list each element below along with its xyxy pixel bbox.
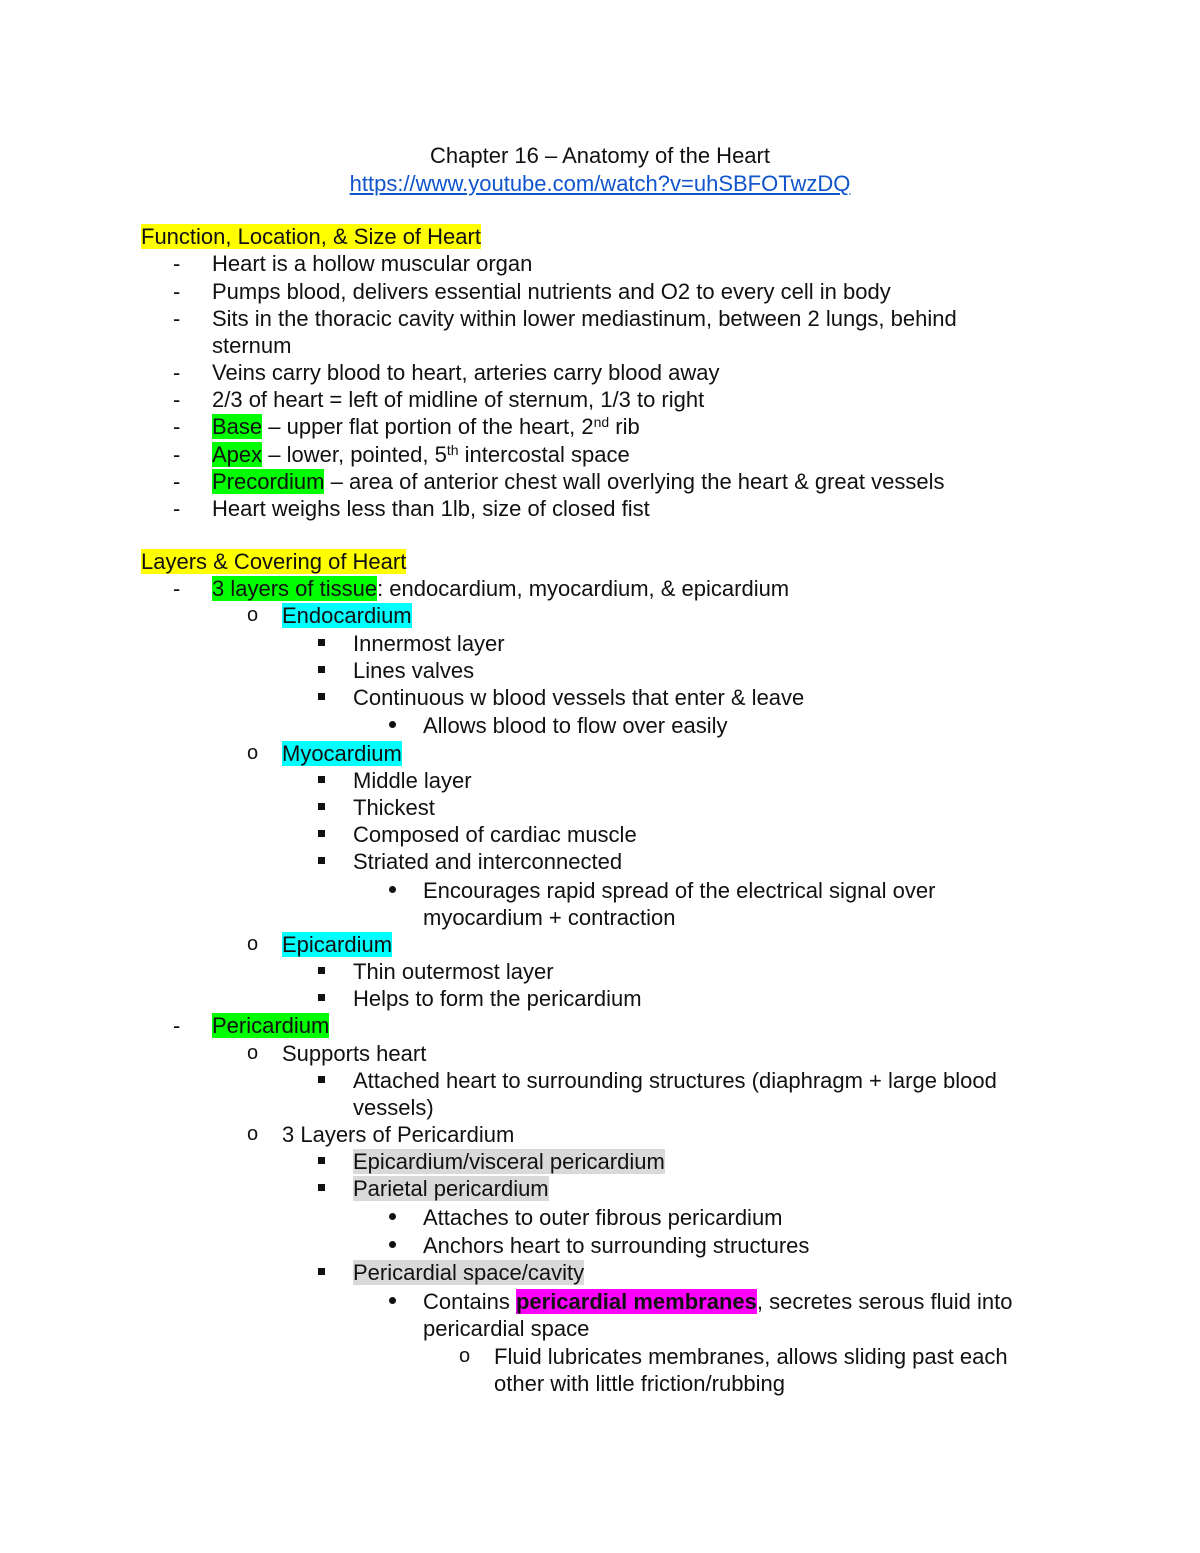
dot-bullet [389, 886, 396, 893]
list-item-continuation: pericardial space [423, 1316, 590, 1341]
term-3-layers: 3 layers of tissue [212, 576, 378, 601]
section-heading-layers: Layers & Covering of Heart [141, 549, 407, 574]
circle-bullet: o [247, 1123, 259, 1145]
term-myocardium: Myocardium [282, 741, 402, 766]
list-item: Fluid lubricates membranes, allows sliding past each [494, 1344, 1008, 1369]
list-item-base: Base – upper flat portion of the heart, 2nd rib [212, 414, 640, 439]
square-bullet [318, 666, 325, 673]
list-item: Anchors heart to surrounding structures [423, 1233, 810, 1258]
dot-bullet [389, 721, 396, 728]
section-heading-function: Function, Location, & Size of Heart [141, 224, 481, 249]
list-item-contains: Contains pericardial membranes, secretes serous fluid into [423, 1289, 1013, 1314]
circle-bullet: o [459, 1345, 471, 1367]
square-bullet [318, 803, 325, 810]
square-bullet [318, 639, 325, 646]
dash-bullet: - [173, 360, 181, 385]
term-pericardial-membranes: pericardial membranes [515, 1289, 757, 1314]
square-bullet [318, 1268, 325, 1275]
dash-bullet: - [173, 1013, 181, 1038]
list-item: 2/3 of heart = left of midline of sternum, 1/3 to right [212, 387, 705, 412]
dash-bullet: - [173, 414, 181, 439]
dash-bullet: - [173, 576, 181, 601]
dash-bullet: - [173, 251, 181, 276]
list-item: Veins carry blood to heart, arteries carry blood away [212, 360, 720, 385]
circle-bullet: o [247, 933, 259, 955]
list-item: Sits in the thoracic cavity within lower mediastinum, between 2 lungs, behind [212, 306, 957, 331]
term-pericardial-space: Pericardial space/cavity [353, 1260, 585, 1285]
list-item: Composed of cardiac muscle [353, 822, 637, 847]
square-bullet [318, 830, 325, 837]
page-title: Chapter 16 – Anatomy of the Heart [430, 143, 770, 168]
list-item: 3 Layers of Pericardium [282, 1122, 515, 1147]
square-bullet [318, 857, 325, 864]
list-item-continuation: vessels) [353, 1095, 434, 1120]
dash-bullet: - [173, 306, 181, 331]
list-item: Striated and interconnected [353, 849, 623, 874]
square-bullet [318, 1157, 325, 1164]
square-bullet [318, 1076, 325, 1083]
square-bullet [318, 693, 325, 700]
term-pericardium: Pericardium [212, 1013, 330, 1038]
list-item: Encourages rapid spread of the electrical signal over [423, 878, 936, 903]
term-apex: Apex [212, 442, 263, 467]
term-parietal-pericardium: Parietal pericardium [353, 1176, 549, 1201]
list-item: Heart weighs less than 1lb, size of closed fist [212, 496, 650, 521]
circle-bullet: o [247, 742, 259, 764]
dot-bullet [389, 1297, 396, 1304]
square-bullet [318, 967, 325, 974]
list-item-precordium: Precordium – area of anterior chest wall overlying the heart & great vessels [212, 469, 945, 494]
term-epicardium: Epicardium [282, 932, 393, 957]
list-item: Pumps blood, delivers essential nutrients and O2 to every cell in body [212, 279, 891, 304]
circle-bullet: o [247, 604, 259, 626]
term-base: Base [212, 414, 263, 439]
term-precordium: Precordium [212, 469, 325, 494]
list-item-apex: Apex – lower, pointed, 5th intercostal space [212, 442, 630, 467]
list-item: Middle layer [353, 768, 472, 793]
list-item: Attached heart to surrounding structures (diaphragm + large blood [353, 1068, 997, 1093]
circle-bullet: o [247, 1042, 259, 1064]
dash-bullet: - [173, 387, 181, 412]
list-item: Allows blood to flow over easily [423, 713, 728, 738]
list-item-layers: 3 layers of tissue: endocardium, myocardium, & epicardium [212, 576, 790, 601]
youtube-link[interactable]: https://www.youtube.com/watch?v=uhSBFOTwzDQ [349, 171, 851, 196]
list-item: Helps to form the pericardium [353, 986, 642, 1011]
term-visceral-pericardium: Epicardium/visceral pericardium [353, 1149, 665, 1174]
list-item: Heart is a hollow muscular organ [212, 251, 533, 276]
list-item: Innermost layer [353, 631, 505, 656]
dash-bullet: - [173, 469, 181, 494]
list-item-continuation: myocardium + contraction [423, 905, 676, 930]
list-item: Attaches to outer fibrous pericardium [423, 1205, 783, 1230]
dash-bullet: - [173, 279, 181, 304]
square-bullet [318, 994, 325, 1001]
list-item: Continuous w blood vessels that enter & leave [353, 685, 805, 710]
list-item: Thickest [353, 795, 435, 820]
dot-bullet [389, 1213, 396, 1220]
list-item: Lines valves [353, 658, 475, 683]
dot-bullet [389, 1241, 396, 1248]
square-bullet [318, 1184, 325, 1191]
list-item: Supports heart [282, 1041, 427, 1066]
list-item-continuation: other with little friction/rubbing [494, 1371, 786, 1396]
square-bullet [318, 776, 325, 783]
list-item-continuation: sternum [212, 333, 292, 358]
term-endocardium: Endocardium [282, 603, 412, 628]
list-item: Thin outermost layer [353, 959, 554, 984]
dash-bullet: - [173, 442, 181, 467]
dash-bullet: - [173, 496, 181, 521]
